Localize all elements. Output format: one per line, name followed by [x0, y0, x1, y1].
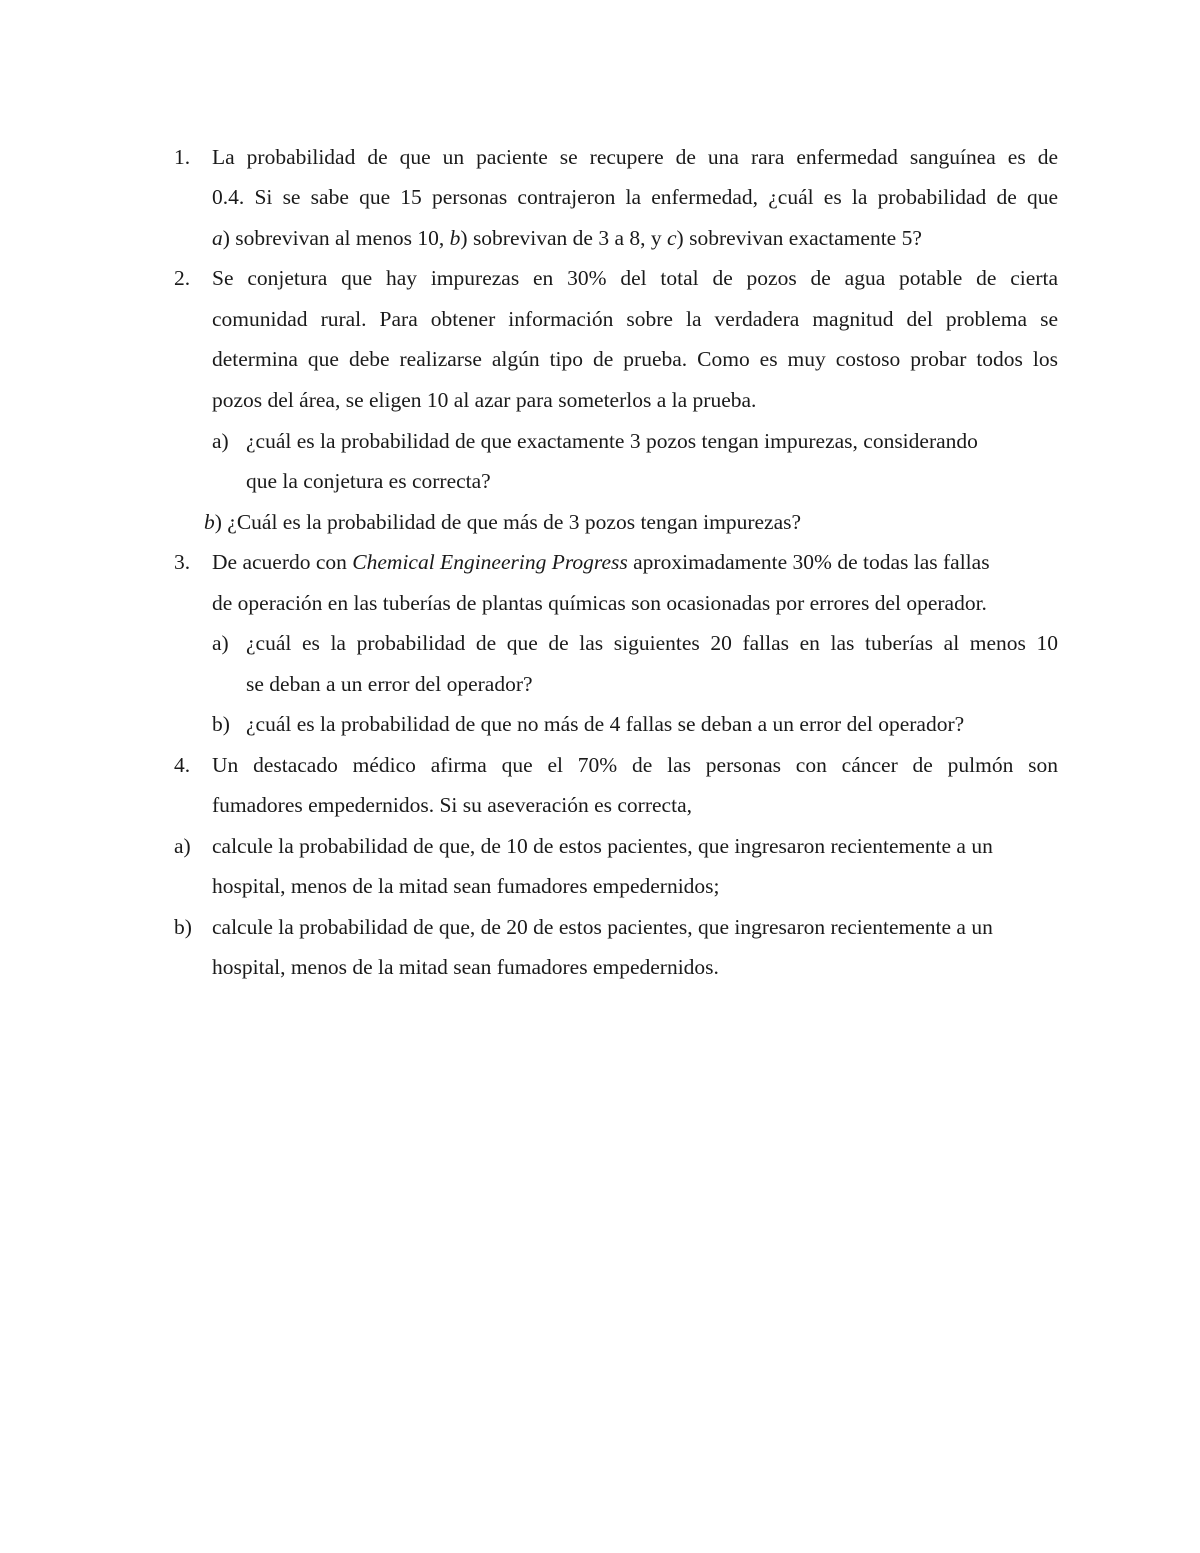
- item-2-sub-a-text: ¿cuál es la probabilidad de que exactamente 3 pozos tengan impurezas, considerando: [246, 429, 978, 453]
- item-2-number: 2.: [174, 266, 191, 290]
- item-1-text: [212, 218, 922, 258]
- item-4-sub-a-line-1: [0, 826, 1200, 866]
- item-3-sub-a-text: se deban a un error del operador?: [246, 672, 533, 696]
- item-2-text: comunidad rural. Para obtener información sobre la verdadera magnitud del problema se: [212, 307, 1058, 331]
- item-4-sub-a-line-2: [0, 866, 1200, 906]
- item-3-number: 3.: [174, 550, 191, 574]
- item-4-sub-b-label: b): [174, 915, 192, 939]
- part-c-mark: c: [667, 226, 677, 250]
- item-2-text: determina que debe realizarse algún tipo de prueba. Como es muy costoso probar todos los: [212, 347, 1058, 371]
- item-4-line-2: [0, 785, 1200, 825]
- item-2-sub-b-line: [0, 502, 1200, 542]
- item-3-sub-b-label: b): [212, 712, 230, 736]
- item-3-sub-b-line: [0, 704, 1200, 744]
- item-3-text-post: aproximadamente 30% de todas las fallas: [627, 550, 990, 574]
- item-1-line-2: [0, 177, 1200, 217]
- item-2-text: Se conjetura que hay impurezas en 30% del total de pozos de agua potable de cierta: [212, 266, 1058, 290]
- item-1-line-3: [0, 218, 1200, 258]
- item-2-line-4: [0, 380, 1200, 420]
- item-3-sub-a-label: a): [212, 631, 229, 655]
- part-b-text: ) sobrevivan de 3 a 8, y: [460, 226, 667, 250]
- item-1-number: 1.: [174, 145, 191, 169]
- item-4-sub-b-text: calcule la probabilidad de que, de 20 de estos pacientes, que ingresaron recientemente a un: [212, 915, 993, 939]
- item-2-line-1: [0, 258, 1200, 298]
- item-4-sub-a-text: calcule la probabilidad de que, de 10 de estos pacientes, que ingresaron recientemente a un: [212, 834, 993, 858]
- item-2-sub-b-body: ) ¿Cuál es la probabilidad de que más de 3 pozos tengan impurezas?: [214, 510, 802, 534]
- item-3-line-1: [0, 542, 1200, 582]
- item-2-text: pozos del área, se eligen 10 al azar para someterlos a la prueba.: [212, 388, 757, 412]
- item-3-sub-a-line-1: [0, 623, 1200, 663]
- part-a-mark: a: [212, 226, 223, 250]
- item-3-sub-a-text: ¿cuál es la probabilidad de que de las siguientes 20 fallas en las tuberías al menos 10: [246, 631, 1058, 655]
- item-1-text: 0.4. Si se sabe que 15 personas contrajeron la enfermedad, ¿cuál es la probabilidad de que: [212, 185, 1058, 209]
- item-4-sub-a-label: a): [174, 834, 191, 858]
- item-3-sub-a-line-2: [0, 664, 1200, 704]
- item-4-text: Un destacado médico afirma que el 70% de las personas con cáncer de pulmón son: [212, 753, 1058, 777]
- item-2-sub-b-text: [204, 502, 801, 542]
- item-2-sub-a-label: a): [212, 429, 229, 453]
- item-2-sub-a-line-2: [0, 461, 1200, 501]
- item-4-sub-a-text: hospital, menos de la mitad sean fumadores empedernidos;: [212, 874, 720, 898]
- part-a-text: ) sobrevivan al menos 10,: [222, 226, 450, 250]
- journal-title: Chemical Engineering Progress: [352, 550, 628, 574]
- item-4-sub-b-line-2: [0, 947, 1200, 987]
- item-4-sub-b-line-1: [0, 907, 1200, 947]
- item-3-line-2: [0, 583, 1200, 623]
- item-3-text-pre: De acuerdo con: [212, 550, 353, 574]
- item-2-line-2: [0, 299, 1200, 339]
- item-2-line-3: [0, 339, 1200, 379]
- item-3-text: [212, 542, 990, 582]
- part-c-text: ) sobrevivan exactamente 5?: [676, 226, 922, 250]
- item-2-sub-a-line-1: [0, 421, 1200, 461]
- item-1-line-1: [0, 137, 1200, 177]
- item-4-number: 4.: [174, 753, 191, 777]
- item-2-sub-b-mark: b: [204, 510, 215, 534]
- part-b-mark: b: [449, 226, 461, 250]
- item-4-line-1: [0, 745, 1200, 785]
- item-3-sub-b-text: ¿cuál es la probabilidad de que no más de 4 fallas se deban a un error del operador?: [246, 712, 965, 736]
- item-2-sub-a-text: que la conjetura es correcta?: [246, 469, 491, 493]
- item-4-sub-b-text: hospital, menos de la mitad sean fumadores empedernidos.: [212, 955, 719, 979]
- item-4-text: fumadores empedernidos. Si su aseveración es correcta,: [212, 793, 692, 817]
- item-1-text: La probabilidad de que un paciente se recupere de una rara enfermedad sanguínea es de: [212, 145, 1058, 169]
- item-3-text: de operación en las tuberías de plantas químicas son ocasionadas por errores del operador.: [212, 591, 987, 615]
